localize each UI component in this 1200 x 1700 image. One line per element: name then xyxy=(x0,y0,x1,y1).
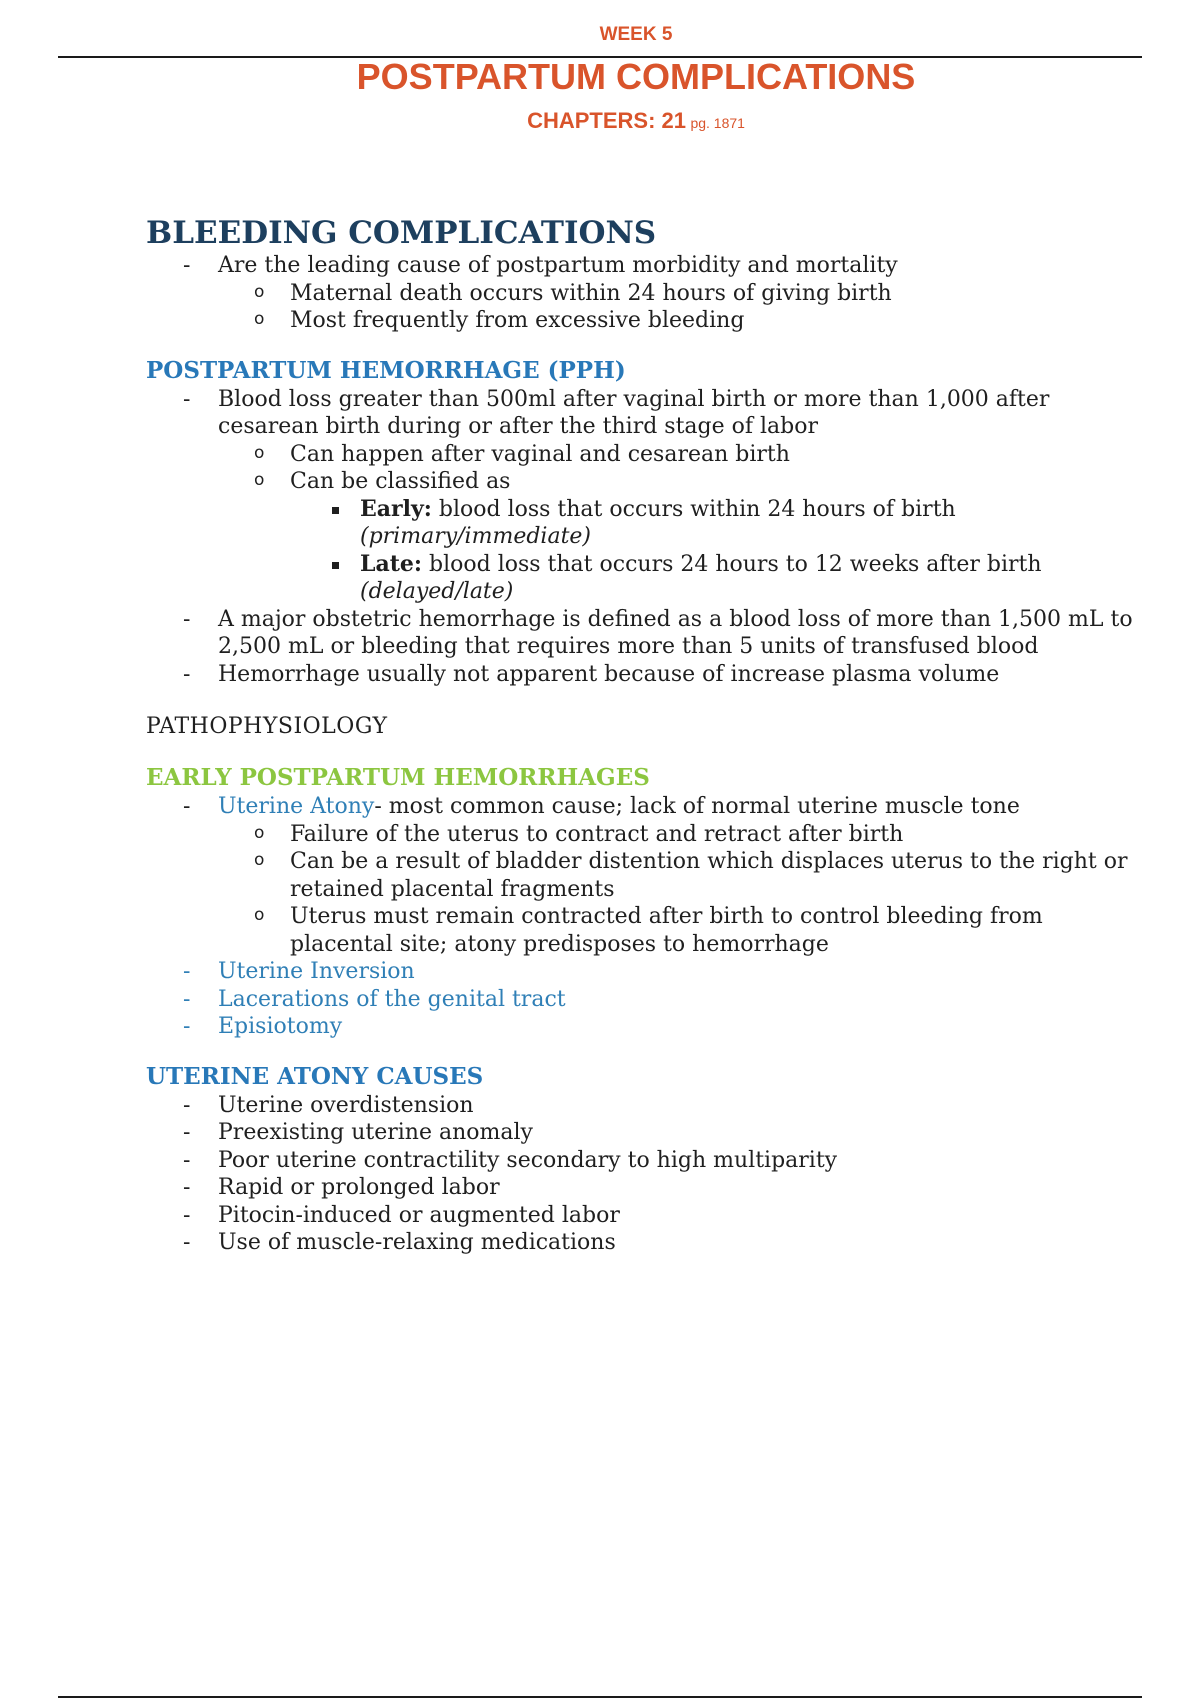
footer-divider xyxy=(58,1696,1142,1698)
list-item: - Preexisting uterine anomaly xyxy=(146,1119,1146,1147)
sub-list-item: o Maternal death occurs within 24 hours of giving birth xyxy=(218,280,1146,308)
sub-list xyxy=(218,821,1146,959)
sub-list xyxy=(218,280,1146,335)
section-pph xyxy=(146,356,1146,689)
heading-pph: POSTPARTUM HEMORRHAGE (PPH) xyxy=(146,356,626,384)
sub-list-item: o Can happen after vaginal and cesarean birth xyxy=(218,441,1146,469)
list-item: - A major obstetric hemorrhage is defined as a blood loss of more than 1,500 mL to 2,500 mL or bleeding that requires more than 5 units of transfused blood xyxy=(146,606,1146,661)
chapters-page: pg. 1871 xyxy=(690,115,745,131)
classification-late: Late: blood loss that occurs 24 hours to 12 weeks after birth (delayed/late) xyxy=(290,551,1146,606)
lacerations-link[interactable]: - Lacerations of the genital tract xyxy=(146,986,1146,1014)
sub-sub-list xyxy=(290,496,1146,606)
list-item: - Uterine overdistension xyxy=(146,1092,1146,1120)
bullet-list xyxy=(146,386,1146,689)
list-item: - Use of muscle-relaxing medications xyxy=(146,1229,1146,1257)
classification-early: Early: blood loss that occurs within 24 hours of birth (primary/immediate) xyxy=(290,496,1146,551)
list-item: - Poor uterine contractility secondary to high multiparity xyxy=(146,1147,1146,1175)
week-label: WEEK 5 xyxy=(599,24,673,45)
uterine-atony-link[interactable]: Uterine Atony xyxy=(218,794,375,819)
list-item: - Rapid or prolonged labor xyxy=(146,1174,1146,1202)
sub-list-item: o Can be a result of bladder distention which displaces uterus to the right or retained placental fragments xyxy=(218,848,1146,903)
bullet-list xyxy=(146,1092,1146,1257)
bullet-list xyxy=(146,252,1146,335)
list-item: - Pitocin-induced or augmented labor xyxy=(146,1202,1146,1230)
uterine-inversion-link[interactable]: - Uterine Inversion xyxy=(146,958,1146,986)
episiotomy-link[interactable]: - Episiotomy xyxy=(146,1013,1146,1041)
document-body xyxy=(146,214,1146,1257)
heading-pathophysiology: PATHOPHYSIOLOGY xyxy=(146,714,388,739)
list-item: - Blood loss greater than 500ml after vaginal birth or more than 1,000 after cesarean birth during or after the third stage of labor o Can happen after vaginal and cesarean birth o Can be classified as Early: blood loss that occurs within 24 hours of birth (primary/immediate) Late: blood loss that occurs 24 hours to 12 weeks after birth (delayed/late) xyxy=(146,386,1146,606)
sub-list-item: o Can be classified as Early: blood loss that occurs within 24 hours of birth (primary/immediate) Late: blood loss that occurs 24 hours to 12 weeks after birth (delayed/late) xyxy=(218,468,1146,606)
section-atony-causes xyxy=(146,1062,1146,1257)
list-item: - Uterine Atony- most common cause; lack of normal uterine muscle tone o Failure of the uterus to contract and retract after birth o Can be a result of bladder distention which displaces uterus to the right or retained placental fragments o Uterus must remain contracted after birth to control bleeding from placental site; atony predisposes to hemorrhage xyxy=(146,793,1146,958)
list-item: - Hemorrhage usually not apparent because of increase plasma volume xyxy=(146,661,1146,689)
sub-list-item: o Uterus must remain contracted after birth to control bleeding from placental site; atony predisposes to hemorrhage xyxy=(218,903,1146,958)
heading-bleeding-complications: BLEEDING COMPLICATIONS xyxy=(146,215,657,251)
section-early-pph xyxy=(146,763,1146,1041)
list-item: - Are the leading cause of postpartum morbidity and mortality o Maternal death occurs within 24 hours of giving birth o Most frequently from excessive bleeding xyxy=(146,252,1146,335)
chapters-label: CHAPTERS: 21 xyxy=(527,108,686,133)
heading-atony-causes: UTERINE ATONY CAUSES xyxy=(146,1062,484,1090)
chapters-reference xyxy=(0,108,1200,134)
section-bleeding-complications xyxy=(146,214,1146,335)
sub-list xyxy=(218,441,1146,606)
bullet-list xyxy=(146,793,1146,1041)
sub-list-item: o Failure of the uterus to contract and retract after birth xyxy=(218,821,1146,849)
page-title: POSTPARTUM COMPLICATIONS xyxy=(356,56,916,97)
heading-early-pph: EARLY POSTPARTUM HEMORRHAGES xyxy=(146,764,650,791)
sub-list-item: o Most frequently from excessive bleeding xyxy=(218,307,1146,335)
